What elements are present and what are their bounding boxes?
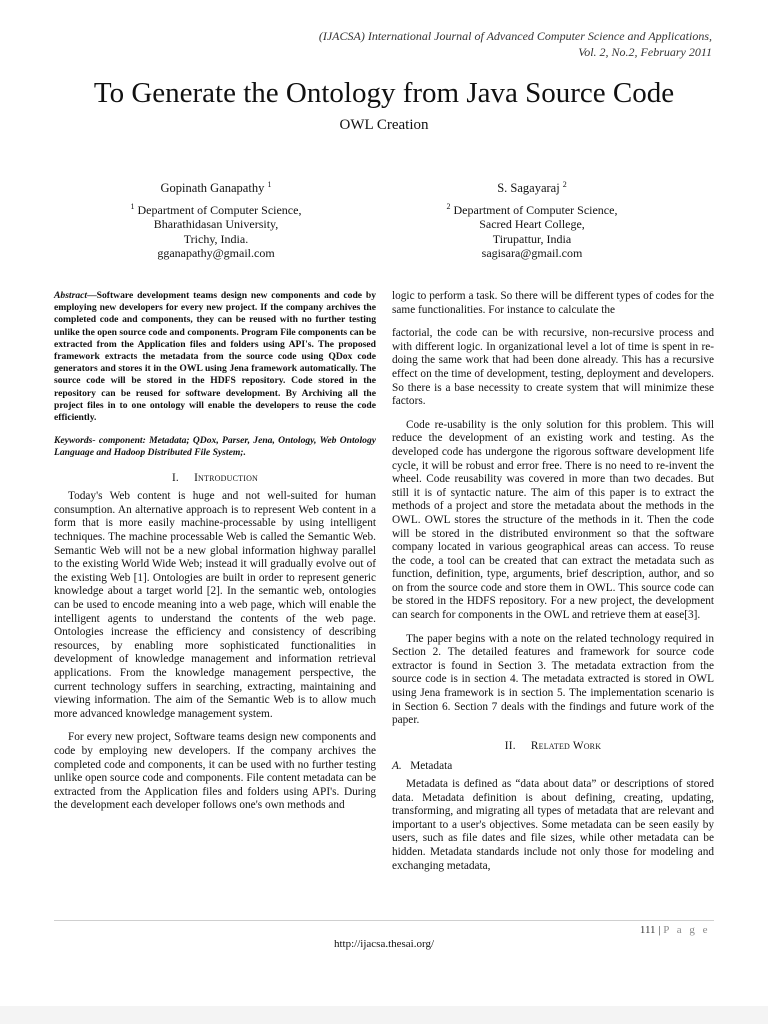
metadata-paragraph-1: Metadata is defined as “data about data” or descriptions of stored data. Metadata definition is about defining, creating, updating, transforming, and migrating all types of metadata that are relevant and important to a user's objectives. Some metadata can be seen easily by users, such as file dates and file sizes, while other metadata can be hidden. Metadata standards include not only those for modeling and exchanging metadata, <box>392 778 714 872</box>
author-name: Gopinath Ganapathy $^1$ <box>160 180 272 196</box>
author-organization: Bharathidasan University, <box>153 217 279 232</box>
author-email: gganapathy@gmail.com <box>157 246 275 261</box>
page-number: 111 | P a g e <box>639 924 710 936</box>
keywords: Keywords- component: Metadata; QDox, Parser, Jena, Ontology, Web Ontology Language and Hadoop Distributed File System;. <box>54 435 376 459</box>
section-heading-related-work: II. Related Work <box>504 739 602 752</box>
journal-url: http://ijacsa.thesai.org/ <box>334 938 434 950</box>
right-column <box>392 290 714 873</box>
journal-header <box>152 28 712 60</box>
author-location: Tirupattur, India <box>492 231 572 246</box>
footer-divider <box>54 920 714 921</box>
abstract <box>54 290 376 424</box>
abstract-text: Software development teams design new components and code by employing new developers for every new project. If the company archives the completed code and components, they can be reused with no further testing unlike the open source code and components. Program File components can be extracted from the Application files and folders using API's. The proposed framework extracts the metadata from the source code using QDox code generators and stores it in the OWL using Jena framework automatically. The source code will be stored in the HDFS repository. Code stored in the repository can be reused for software development. By Archiving all the project files in to one ontology will enable the developers to reuse the code efficiently. <box>54 290 376 424</box>
author-location: Trichy, India. <box>183 231 249 246</box>
subsection-heading-metadata: A. Metadata <box>392 760 453 773</box>
author-email: sagisara@gmail.com <box>481 246 583 261</box>
section-heading-introduction: I. Introduction <box>171 471 259 484</box>
body-paragraph-outline: The paper begins with a note on the related technology required in Section 2. The detailed features and framework for source code extractor is found in Section 3. The metadata extraction from the source code is in section 4. The metadata extracted is stored in OWL using Jena framework is in section 5. The implementation scenario is in Section 6. Section 7 deals with the findings and future work of the paper. <box>392 632 714 727</box>
page-bottom-edge <box>0 1006 768 1024</box>
left-column <box>54 290 376 813</box>
journal-header-line2: Vol. 2, No.2, February 2011 <box>578 45 712 59</box>
body-paragraph-reusability: Code re-usability is the only solution for this problem. This will reduce the development of an existing work and testing. As the developed code has undergone the rigorous software development life cycle, it will be robust and error free. There is no need to re-invent the wheel. Code reusability was covered in more than two decades. But still it is of syntactic nature. The aim of this paper is to extract the methods of a project and store the metadata about the methods in the OWL. OWL stores the structure of the methods in it. Then the code will be stored in the distributed environment so that the software company located in various geographical areas can access. To reuse the code, a tool can be created that can extract the metadata such as function, definition, type, arguments, brief description, author, and so on from the source code and store them in OWL. This source code can be stored in the HDFS repository. For a new project, the development can search for components in the OWL and retrieve them at ease[3]. <box>392 418 714 622</box>
author-department: $^2$ Department of Computer Science, <box>446 201 618 217</box>
author-name: S. Sagayaraj $^2$ <box>497 180 567 196</box>
intro-paragraph-2: For every new project, Software teams design new components and code by employing new developers. If the company archives the completed code and components, it can be used with no further testing unlike open source code and components. File content metadata can be extracted from the Application files and folders using API's. During the development each developer follows one's own methods and <box>54 731 376 812</box>
abstract-dash: — <box>87 290 97 301</box>
body-paragraph-factorial: factorial, the code can be with recursive, non-recursive process and with different logic. In organizational level a lot of time is spent in re-doing the same work that had been done already. This has a recursive effect on the time of development, testing, deployment and developers. So there is a base necessity to create system that will minimize these factors. <box>392 327 714 408</box>
journal-header-line1: (IJACSA) International Journal of Advanced Computer Science and Applications, <box>318 29 712 43</box>
abstract-lead: Abstract <box>54 290 88 301</box>
author-block-1 <box>96 178 336 261</box>
paper-title: To Generate the Ontology from Java Source Code <box>93 77 675 109</box>
body-paragraph-continuation: logic to perform a task. So there will be different types of codes for the same functionalities. For instance to calculate the <box>392 290 714 316</box>
intro-paragraph-1: Today's Web content is huge and not well-suited for human consumption. An alternative approach is to represent Web content in a form that is more easily machine-processable by using intelligent techniques. The machine processable Web is called the Semantic Web. Semantic Web will not be a new global information highway parallel to the existing World Wide Web; instead it will gradually evolve out of the existing Web [1]. Ontologies are built in order to represent generic knowledge about a target world [2]. In the semantic web, ontologies can be used to encode meaning into a web page, which will enable the intelligent agents to understand the contents of the web page. Ontologies increase the efficiency and consistency of describing resources, by enabling more sophisticated functionalities in development of knowledge management and information retrieval applications. From the knowledge management perspective, the current technology suffers in searching, extracting, maintaining and viewing information. The aim of the Semantic Web is to allow much more advanced knowledge management system. <box>54 490 376 720</box>
author-department: $^1$ Department of Computer Science, <box>130 201 302 217</box>
author-block-2 <box>412 178 652 261</box>
author-organization: Sacred Heart College, <box>479 217 585 232</box>
paper-subtitle: OWL Creation <box>339 117 429 133</box>
